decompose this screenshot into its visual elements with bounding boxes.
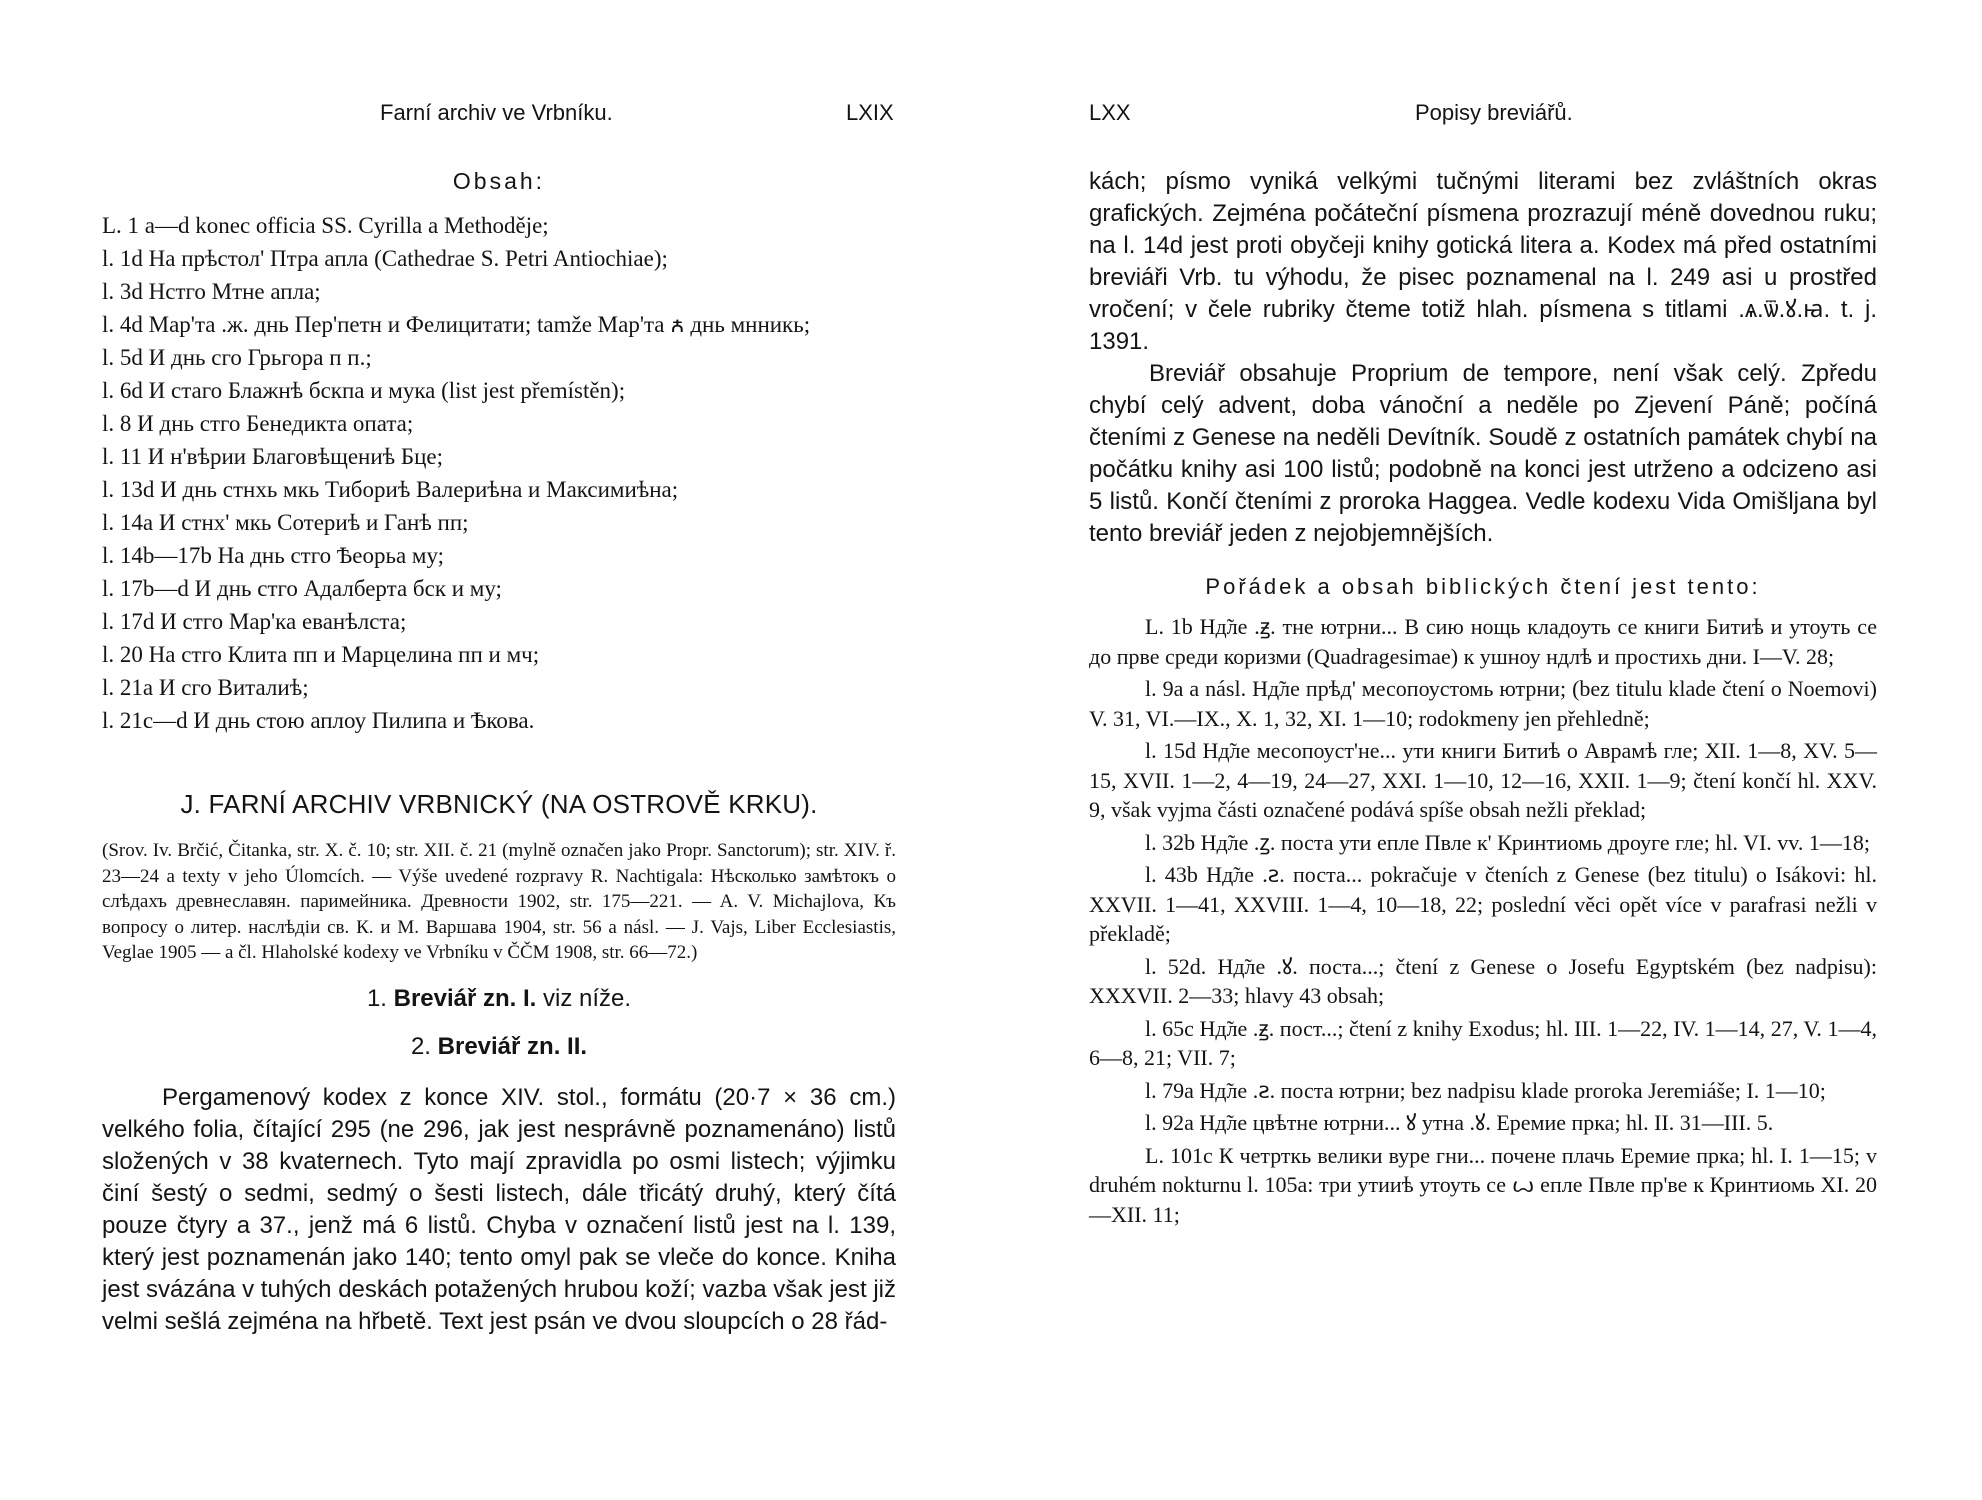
left-running-title: Farní archiv ve Vrbníku. [380, 100, 613, 125]
contents-item: l. 11 И н'вѣрии Благовѣщениѣ Бце; [102, 444, 444, 469]
contents-item: l. 3d Нстго Мтне апла; [102, 279, 321, 304]
contents-item: l. 17b—d И днь стго Адалберта бск и му; [102, 576, 502, 601]
contents-item: L. 1 a—d konec officia SS. Cyrilla a Methoděje; [102, 213, 549, 238]
contents-item: l. 8 И днь стго Бенедикта опата; [102, 411, 414, 436]
contents-item: l. 1d На прѣстол' Птра апла (Cathedrae S. Petri Antiochiae); [102, 246, 668, 271]
reading-item: L. 1b Нд̃ле .ꙃ. тне ютрни... В сию нощь кладоуть се книги Битиѣ и утоуть се до прве среди коризми (Quadragesimae) к ушноу ндлѣ и простихь дни. I—V. 28; [1089, 614, 1877, 669]
right-running-title: Popisy breviářů. [1415, 100, 1573, 125]
subheading-breviary-2 [102, 1032, 896, 1062]
reading-item: l. 79a Нд̃ле .ꙅ. поста ютрни; bez nadpisu klade proroka Jeremiáše; I. 1—10; [1145, 1077, 1826, 1103]
subheading-number: 1. [366, 984, 387, 1012]
right-page-number: LXX [1089, 100, 1131, 125]
reading-item: l. 65c Нд̃ле .ꙃ. пост...; čtení z knihy Exodus; hl. III. 1—22, IV. 1—14, 27, V. 1—4, 6—8, 21; VII. 7; [1089, 1015, 1877, 1070]
contents-item: l. 13d И днь стнхь мкь Тибориѣ Валериѣна и Максимиѣна; [102, 477, 679, 502]
left-page-number: LXIX [846, 100, 894, 125]
reading-item: l. 32b Нд̃ле .ꙁ. поста ути епле Пвле к' Кринтиомь дроуге гле; hl. VI. vv. 1—18; [1145, 829, 1870, 855]
contents-item: l. 4d Мар'та .ж. днь Пер'петн и Фелицитати; tamže Мар'та ꙉ днь мнникь; [102, 312, 811, 337]
reading-item: l. 9a a násl. Нд̃ле прѣд' месопоустомь ютрни; (bez titulu klade čtení o Noemovi) V. 31, VI.—IX., X. 1, 32, XI. 1—10; rodokmeny jen přehledně; [1089, 676, 1877, 731]
reading-item: L. 101c К четрткь велики вуре гни... почене плачь Еремие прка; hl. I. 1—15; v druhém nokturnu l. 105a: три утииѣ утоуть се ꙍ епле Пвле пр'ве к Кринтиомь XI. 20—XII. 11; [1089, 1142, 1877, 1227]
readings-list [1089, 612, 1877, 1229]
contents-item: l. 14b—17b На днь стго Ѣеорьа му; [102, 543, 445, 568]
proprium-paragraph: Breviář obsahuje Proprium de tempore, není však celý. Zpředu chybí celý advent, doba vánoční a neděle po Zjevení Páně; počíná čteními z Genese na neděli Devítník. Soudě z ostatních památek chybí na počátku knihy asi 100 listů; podobně na konci jest utrženo a odcizeno asi 5 listů. Končí čteními z proroka Haggea. Vedle kodexu Vida Omišljana byl tento breviář jeden z nejobjemnějších. [1089, 360, 1877, 547]
right-page [991, 0, 1982, 1500]
reading-item: l. 92a Нд̃ле цвѣтне ютрни... ꙋ утна .ꙋ. Еремие прка; hl. II. 31—III. 5. [1145, 1110, 1774, 1135]
reading-item: l. 43b Нд̃ле .ꙅ. поста... pokračuje v čteních z Genese (bez titulu) o Isákovi: hl. XXVII. 1—41, XXVIII. 1—4, 10—18, 22; poslední věci opět více v parafrasi nežli v překladě; [1089, 862, 1877, 946]
contents-item: l. 6d И стаго Блажнѣ бскпа и мука (list jest přemístěn); [102, 378, 626, 403]
reading-item: l. 52d. Нд̃ле .ꙋ. поста...; čtení z Genese o Josefu Egyptském (bez nadpisu): XXXVII. 2—33; hlavy 43 obsah; [1089, 953, 1877, 1008]
subheading-bold: Breviář zn. II. [437, 1032, 588, 1060]
contents-item: l. 14a И стнх' мкь Сотериѣ и Ганѣ пп; [102, 510, 469, 535]
subheading-number: 2. [410, 1032, 431, 1060]
contents-item: l. 17d И стго Мар'ка еванѣлста; [102, 609, 407, 634]
subheading-rest: viz níže. [543, 984, 632, 1012]
reading-item: l. 15d Нд̃ле месопоуст'не... ути книги Битиѣ о Аврамѣ гле; XII. 1—8, XV. 5—15, XVII. 1—2, 4—19, 24—27, XXI. 1—10, 12—16, XXII. 1—9; čtení končí hl. XXV. 9, však vyjma části označené podává spíše obsah nežli překlad; [1089, 738, 1877, 822]
contents-item: l. 21c—d И днь стою аплоу Пилипа и Ѣкова. [102, 708, 535, 733]
readings-heading: Pořádek a obsah biblických čtení jest tento: [1205, 574, 1761, 599]
contents-item: l. 21a И сго Виталиѣ; [102, 675, 309, 700]
contents-heading: Obsah: [452, 168, 546, 194]
right-column [1089, 166, 1877, 1229]
contents-list [102, 209, 896, 737]
contents-item: l. 20 На стго Клита пп и Марцелина пп и мч; [102, 642, 540, 667]
codex-description-paragraph: Pergamenový kodex z konce XIV. stol., formátu (20·7 × 36 cm.) velkého folia, čítající 295 (ne 296, jak jest nesprávně poznamenáno) listů složených v 38 kvaternech. Tyto mají zpravidla po osmi listech; výjimku činí šestý o sedmi, sedmý o šesti listech, dále třicátý druhý, který čítá pouze čtyry a 37., jenž má 6 listů. Chyba v označení listů jest na l. 139, který jest poznamenán jako 140; tento omyl pak se vleče do konce. Kniha jest svázána v tuhých deskách potažených hrubou koží; vazba však jest již velmi sešlá zejména na hřbetě. Text jest psán ve dvou sloupcích o 28 řád- [102, 1083, 896, 1335]
subheading-breviary-1 [102, 984, 896, 1014]
bibliography-note: (Srov. Iv. Brčić, Čitanka, str. X. č. 10; str. XII. č. 21 (mylně označen jako Propr. Sanctorum); str. XIV. ř. 23—24 a texty v jeho Úlomcích. — Výše uvedené rozpravy R. Nachtigala: Нѣсколько замѣтокъ о слѣдахъ древнеславян. паримейника. Древности 1902, str. 175—221. — A. V. Michajlova, Къ вопросу о литер. наслѣдіи св. К. и М. Варшава 1904, str. 56 a násl. — J. Vajs, Liber Ecclesiastis, Veglae 1905 — a čl. Hlaholské kodexy ve Vrbníku v ČČM 1908, str. 66—72.) [102, 840, 896, 963]
contents-item: l. 5d И днь сго Грьгора п п.; [102, 345, 372, 370]
section-title: J. FARNÍ ARCHIV VRBNICKÝ (NA OSTROVĚ KRKU). [180, 789, 818, 819]
continued-paragraph: kách; písmo vyniká velkými tučnými literami bez zvláštních okras grafických. Zejména počáteční písmena prozrazují méně dovednou ruku; na l. 14d jest proti obyčeji knihy gotická litera a. Kodex má před ostatními breviáři Vrb. tu výhodu, že pisec poznamenal na l. 249 asi u prostřed vročení; v čele rubriky čteme totiž hlah. písmena s titlami .ѧ.ѿ.ꙋ.ꙗ. t. j. 1391. [1089, 168, 1877, 355]
left-column [102, 168, 896, 1338]
subheading-bold: Breviář zn. I. [393, 984, 537, 1012]
